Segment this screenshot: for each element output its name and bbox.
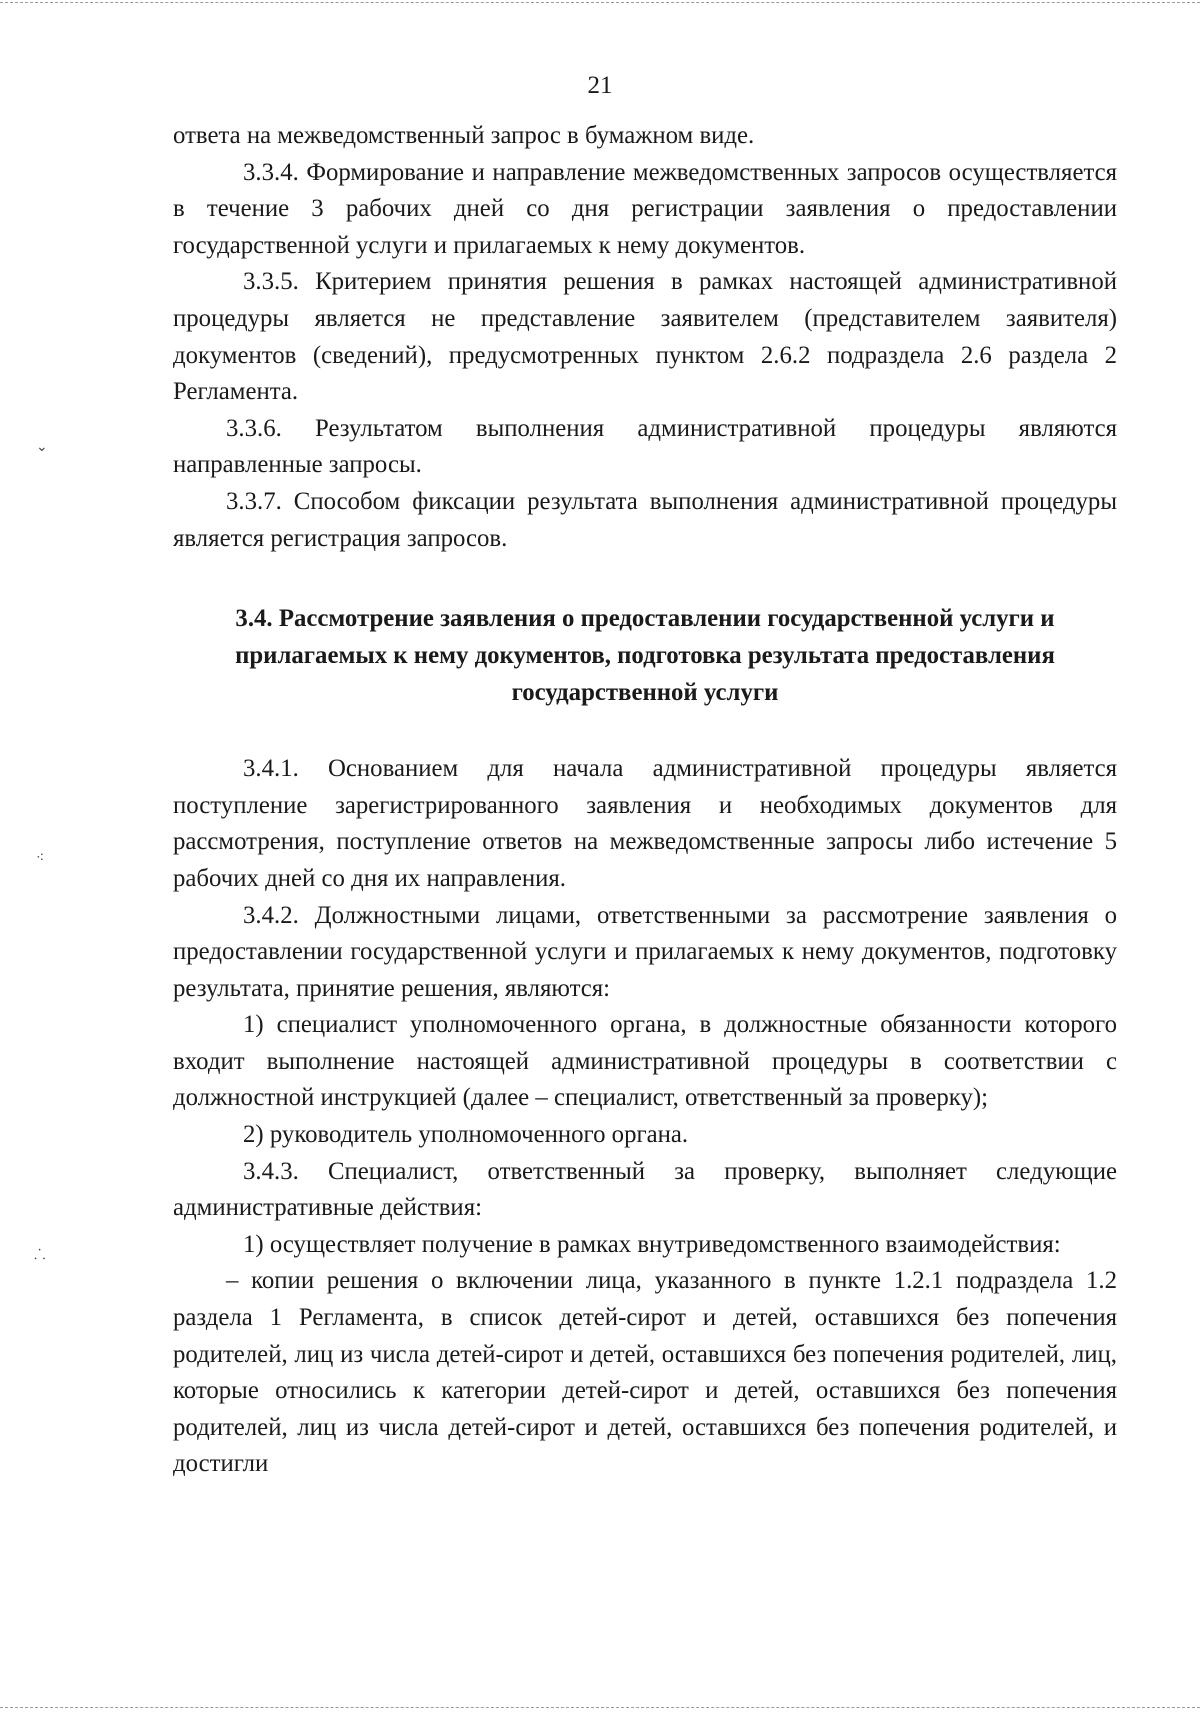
paragraph-s5: 3.4.3. Специалист, ответственный за проверку, выполняет следующие административные действия: [173,1157,1117,1222]
paragraph-s4: 2) руководитель уполномоченного органа. [243,1121,689,1149]
paragraph-s6: 1) осуществляет получение в рамках внутриведомственного взаимодействия: [243,1230,1061,1258]
paragraph-p2: 3.3.4. Формирование и направление межведомственных запросов осуществляется в течение 3 рабочих дней со дня регистрации заявления о предоставлении государственной услуги и прилагаемых к нему документов. [173,158,1117,259]
page-number: 21 [587,72,613,99]
paragraph-s1: 3.4.1. Основанием для начала административной процедуры является поступление зарегистрированного заявления и необходимых документов для рассмотрения, поступление ответов на межведомственные запросы либо истечение 5 рабочих дней со дня их направления. [173,755,1117,892]
paragraph-group-3-4 [173,751,1117,1483]
paragraph-s3: 1) специалист уполномоченного органа, в должностные обязанности которого входит выполнение настоящей административной процедуры в соответствии с должностной инструкцией (далее – специалист, ответственный за проверку); [173,1011,1117,1112]
paragraph-p4: 3.3.6. Результатом выполнения административной процедуры являются направленные запросы. [173,414,1117,479]
scan-speck: ⁖ [36,850,45,866]
paragraph-s7: – копии решения о включении лица, указанного в пункте 1.2.1 подраздела 1.2 раздела 1 Регламента, в список детей-сирот и детей, оставшихся без попечения родителей, лиц из числа детей-сирот и детей, оставшихся без попечения родителей, лиц, которые относились к категории детей-сирот и детей, оставшихся без попечения родителей, лиц из числа детей-сирот и детей, оставшихся без попечения родителей, и достигли [173,1267,1117,1478]
scan-speck: ⸫ [34,1247,46,1263]
section-heading: 3.4. Рассмотрение заявления о предоставлении государственной услуги и прилагаемых к нему документов, подготовка результата предоставления государственной услуги [235,605,1055,707]
paragraph-p5: 3.3.7. Способом фиксации результата выполнения административной процедуры является регистрация запросов. [173,487,1117,552]
scan-edge-bottom [0,1707,1200,1708]
paragraph-p3: 3.3.5. Критерием принятия решения в рамках настоящей административной процедуры является не представление заявителем (представителем заявителя) документов (сведений), предусмотренных пунктом 2.6.2 подраздела 2.6 раздела 2 Регламента. [173,268,1117,406]
paragraph-group-3-3 [173,118,1117,557]
paragraph-p1: ответа на межведомственный запрос в бумажном виде. [173,122,755,149]
scan-speck: ⌄ [36,439,48,455]
paragraph-s2: 3.4.2. Должностными лицами, ответственными за рассмотрение заявления о предоставлении государственной услуги и прилагаемых к нему документов, подготовку результата, принятие решения, являются: [173,901,1117,1002]
document-body [173,118,1117,1483]
scan-edge-top [0,2,1200,3]
